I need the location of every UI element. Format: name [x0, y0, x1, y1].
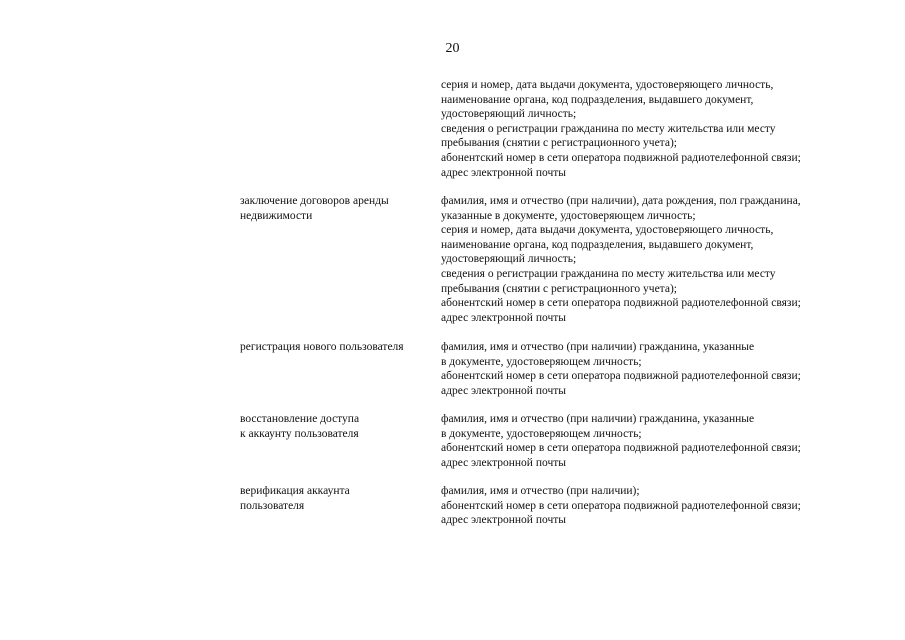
detail-line: адрес электронной почты	[441, 514, 566, 527]
row-details	[441, 412, 871, 470]
detail-line: удостоверяющий личность;	[441, 253, 577, 266]
label-line: верификация аккаунта	[240, 485, 350, 497]
row-label	[240, 412, 430, 441]
label-line: недвижимости	[240, 209, 313, 222]
row-details	[441, 340, 871, 398]
label-line: пользователя	[240, 499, 305, 512]
detail-line: фамилия, имя и отчество (при наличии) гражданина, указанные	[441, 413, 755, 425]
detail-line: серия и номер, дата выдачи документа, удостоверяющего личность,	[441, 224, 774, 237]
detail-line: адрес электронной почты	[441, 311, 566, 324]
detail-line: в документе, удостоверяющем личность;	[441, 427, 642, 440]
row-details	[441, 484, 871, 528]
detail-line: адрес электронной почты	[441, 166, 566, 179]
detail-line: пребывания (снятии с регистрационного учета);	[441, 282, 677, 295]
detail-line: сведения о регистрации гражданина по месту жительства или месту	[441, 122, 776, 135]
label-line: заключение договоров аренды	[240, 195, 389, 207]
detail-line: в документе, удостоверяющем личность;	[441, 355, 642, 368]
row-details	[441, 194, 871, 325]
detail-line: фамилия, имя и отчество (при наличии), дата рождения, пол гражданина,	[441, 195, 801, 207]
label-line: к аккаунту пользователя	[240, 427, 359, 440]
detail-line: фамилия, имя и отчество (при наличии);	[441, 485, 640, 497]
row-label	[240, 194, 430, 223]
detail-line: сведения о регистрации гражданина по месту жительства или месту	[441, 267, 776, 280]
detail-line: адрес электронной почты	[441, 456, 566, 469]
detail-line: указанные в документе, удостоверяющем личность;	[441, 209, 696, 222]
label-line: регистрация нового пользователя	[240, 341, 404, 353]
page-number: 20	[445, 41, 460, 56]
detail-line: фамилия, имя и отчество (при наличии) гражданина, указанные	[441, 341, 755, 353]
row-label	[240, 340, 430, 355]
detail-line: абонентский номер в сети оператора подвижной радиотелефонной связи;	[441, 442, 801, 455]
detail-line: абонентский номер в сети оператора подвижной радиотелефонной связи;	[441, 151, 801, 164]
detail-line: абонентский номер в сети оператора подвижной радиотелефонной связи;	[441, 297, 801, 310]
detail-line: абонентский номер в сети оператора подвижной радиотелефонной связи;	[441, 370, 801, 383]
detail-line: пребывания (снятии с регистрационного учета);	[441, 137, 677, 150]
detail-line: удостоверяющий личность;	[441, 108, 577, 121]
row-details	[441, 78, 871, 180]
detail-line: абонентский номер в сети оператора подвижной радиотелефонной связи;	[441, 499, 801, 512]
label-line: восстановление доступа	[240, 413, 360, 425]
row-label	[240, 484, 430, 513]
detail-line: серия и номер, дата выдачи документа, удостоверяющего личность,	[441, 79, 774, 91]
detail-line: наименование органа, код подразделения, выдавшего документ,	[441, 238, 754, 251]
detail-line: адрес электронной почты	[441, 384, 566, 397]
detail-line: наименование органа, код подразделения, выдавшего документ,	[441, 93, 754, 106]
